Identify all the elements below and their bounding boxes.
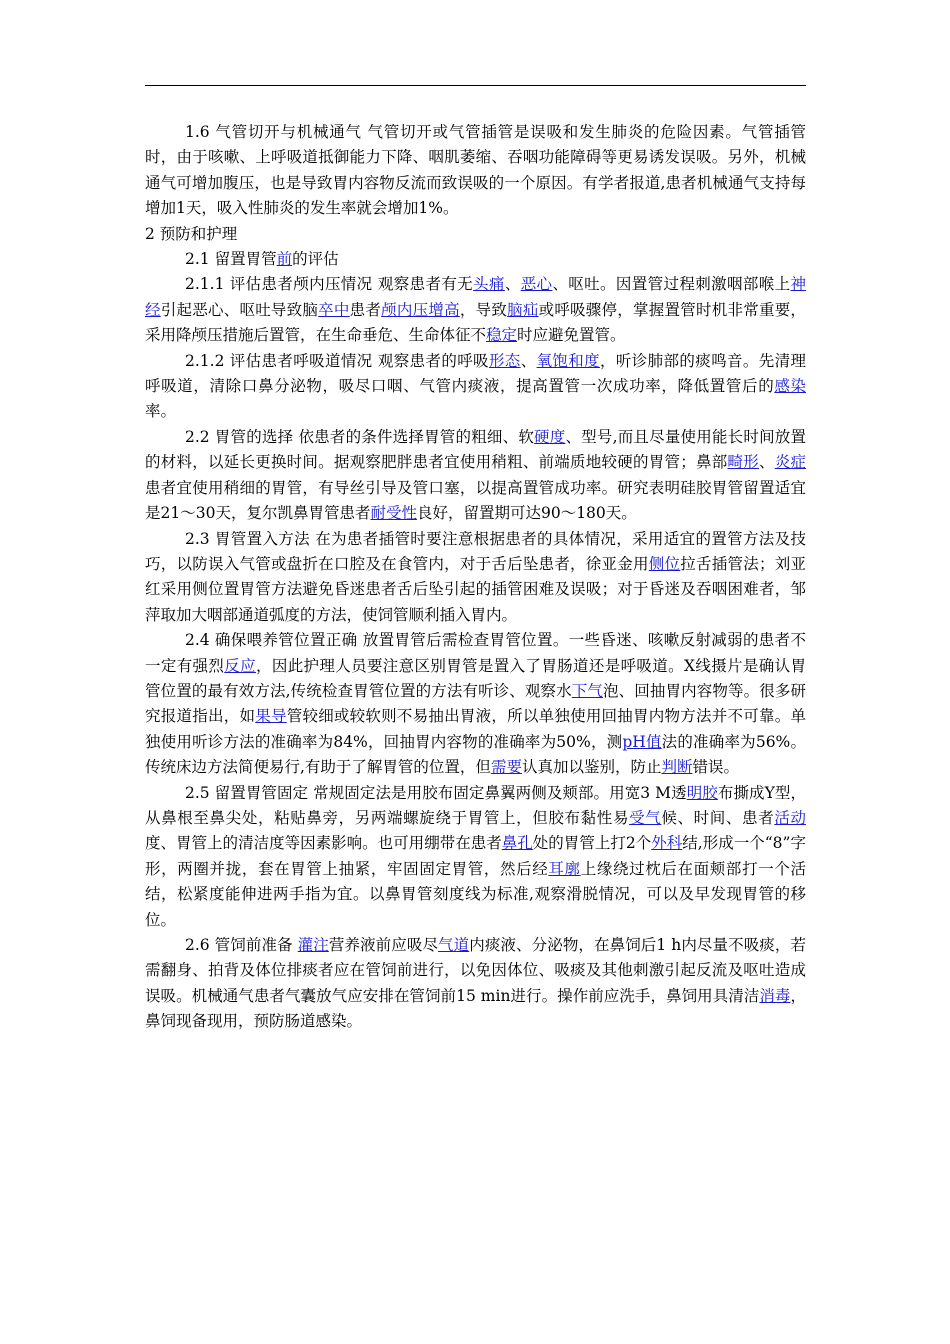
link[interactable]: 活动 xyxy=(774,808,806,827)
text: 的评估 xyxy=(292,250,339,269)
link[interactable]: 耳廓 xyxy=(548,859,581,878)
text: 、型号,而且尽量使用能长时间放置的材料，以延长更换时间。据观察肥胖患者宜使用稍粗、前端质地较硬的胃管；鼻部 xyxy=(145,427,806,472)
link[interactable]: 卒中 xyxy=(318,300,350,319)
link[interactable]: 恶心 xyxy=(520,275,553,294)
header-rule xyxy=(145,85,806,86)
text: 法的准确率为56%。传统床边方法简便易行,有助于了解胃管的位置，但 xyxy=(145,732,806,777)
paragraph-2-1-2 xyxy=(145,349,806,425)
link[interactable]: 氧饱和度 xyxy=(536,351,601,370)
text: 内痰液、分泌物，在鼻饲后1 h内尽量不吸痰，若需翻身、拍背及体位排痰者应在管饲前进行，以免因体位、吸痰及其他刺激引起反流及呕吐造成误吸。机械通气患者气囊放气应安排在管饲前15 min进行。操作前应洗手，鼻饲用具清洁 xyxy=(145,936,806,1005)
link[interactable]: 受气 xyxy=(629,808,662,827)
text: 2.4 确保喂养管位置正确 放置胃管后需检查胃管位置。一些昏迷、咳嗽反射减弱的患者不一定有强烈 xyxy=(145,631,806,675)
link[interactable]: 神经 xyxy=(145,275,806,319)
link[interactable]: 消毒 xyxy=(759,986,791,1005)
text: ，鼻饲现备现用，预防肠道感染。 xyxy=(145,986,806,1031)
link[interactable]: 稳定 xyxy=(486,326,518,345)
link[interactable]: 下气 xyxy=(571,681,604,700)
text: 、呕吐。因置管过程刺激咽部喉上 xyxy=(552,275,791,294)
text: 拉舌插管法；刘亚红采用侧位置胃管方法避免昏迷患者舌后坠引起的插管困难及误吸；对于昏迷及吞咽困难者，邹萍取加大咽部通道弧度的方法，使饲管顺利插入胃内。 xyxy=(145,554,806,624)
heading-2 xyxy=(145,222,806,247)
link[interactable]: 颅内压增高 xyxy=(381,300,460,319)
text: 、 xyxy=(520,351,537,370)
link[interactable]: 耐受性 xyxy=(370,504,417,523)
text: 2.5 留置胃管固定 常规固定法是用胶布固定鼻翼两侧及颊部。用宽3 M透 xyxy=(185,783,687,802)
link[interactable]: 果导 xyxy=(255,707,287,726)
section-heading: 2 预防和护理 xyxy=(145,224,238,243)
text: 2.1.2 评估患者呼吸道情况 观察患者的呼吸 xyxy=(185,351,489,370)
link[interactable]: 畸形 xyxy=(727,453,759,472)
link[interactable]: 外科 xyxy=(651,834,683,853)
text: 上缘绕过枕后在面颊部打一个活结，松紧度能伸进两手指为宜。以鼻胃管刻度线为标准,观察滑脱情况，可以及早发现胃管的移位。 xyxy=(145,859,806,929)
paragraph-2-3 xyxy=(145,527,806,629)
document-body xyxy=(145,120,806,1035)
text: 患者宜使用稍细的胃管，有导丝引导及管口塞，以提高置管成功率。研究表明硅胶胃管留置适宜是21～30天，复尔凯鼻胃管患者 xyxy=(145,478,806,523)
link[interactable]: 判断 xyxy=(661,758,693,777)
link[interactable]: 需要 xyxy=(490,758,522,777)
heading-2-1 xyxy=(145,247,806,272)
text: 错误。 xyxy=(692,758,739,777)
text: 2.2 胃管的选择 依患者的条件选择胃管的粗细、软 xyxy=(185,427,535,446)
link[interactable]: 鼻孔 xyxy=(501,834,533,853)
link[interactable]: 反应 xyxy=(224,656,256,675)
text: 良好，留置期可达90～180天。 xyxy=(416,504,637,523)
text: 管较细或较软则不易抽出胃液，所以单独使用回抽胃内物方法并不可靠。单独使用听诊方法的准确率为84%，回抽胃内容物的准确率为50%，测 xyxy=(145,707,806,751)
link[interactable]: 侧位 xyxy=(648,554,681,573)
link[interactable]: 硬度 xyxy=(534,427,566,446)
text: 2.1.1 评估患者颅内压情况 观察患者有无 xyxy=(185,275,474,294)
text: 泡、回抽胃内容物等。很多研究报道指出，如 xyxy=(145,681,806,726)
text: 处的胃管上打2个 xyxy=(532,834,652,853)
text: 布撕成Y型，从鼻根至鼻尖处，粘贴鼻旁，另两端螺旋绕于胃管上，但胶布黏性易 xyxy=(145,783,807,827)
text: 2.3 胃管置入方法 在为患者插管时要注意根据患者的具体情况，采用适宜的置管方法及技巧，以防误入气管或盘折在口腔及在食管内，对于舌后坠患者，徐亚金用 xyxy=(145,529,806,573)
link[interactable]: 炎症 xyxy=(774,453,806,472)
link[interactable]: 前 xyxy=(276,250,293,269)
text: 2.6 管饲前准备 xyxy=(185,936,298,954)
text: ，听诊肺部的痰鸣音。先清理呼吸道，清除口鼻分泌物，吸尽口咽、气管内痰液，提高置管一次成功率，降低置管后的 xyxy=(145,351,806,396)
text: 认真加以鉴别，防止 xyxy=(521,758,662,777)
text: 结,形成一个“8”字形，两圈并拢，套在胃管上抽紧，牢固固定胃管，然后经 xyxy=(145,834,806,878)
link[interactable]: 灌注 xyxy=(297,936,329,954)
paragraph-2-5 xyxy=(145,781,806,933)
link[interactable]: 气道 xyxy=(438,936,470,954)
link[interactable]: 形态 xyxy=(488,351,521,370)
link[interactable]: 脑疝 xyxy=(507,300,539,319)
link[interactable]: pH值 xyxy=(622,732,662,751)
text: 或呼吸骤停，掌握置管时机非常重要，采用降颅压措施后置管，在生命垂危、生命体征不 xyxy=(145,300,806,345)
paragraph-2-6 xyxy=(145,933,806,1035)
paragraph-2-2 xyxy=(145,425,806,527)
text: ，导致 xyxy=(459,300,508,319)
link[interactable]: 感染 xyxy=(774,377,806,396)
text: 候、时间、患者 xyxy=(661,808,775,827)
text: 度、胃管上的清洁度等因素影响。也可用绷带在患者 xyxy=(145,834,502,853)
paragraph-2-4 xyxy=(145,628,806,780)
text: 1.6 气管切开与机械通气 气管切开或气管插管是误吸和发生肺炎的危险因素。气管插管时，由于咳嗽、上呼吸道抵御能力下降、咽肌萎缩、吞咽功能障碍等更易诱发误吸。另外，机械通气可增加腹压，也是导致胃内容物反流而致误吸的一个原因。有学者报道,患者机械通气支持每增加1天，吸入性肺炎的发生率就会增加1%。 xyxy=(145,123,806,218)
text: 、 xyxy=(758,453,775,472)
text: 引起恶心、呕吐导致脑 xyxy=(160,300,319,319)
paragraph-1-6 xyxy=(145,120,806,222)
text: 患者 xyxy=(349,300,382,319)
link[interactable]: 头痛 xyxy=(473,275,505,294)
link[interactable]: 明胶 xyxy=(686,783,718,802)
text: ，因此护理人员要注意区别胃管是置入了胃肠道还是呼吸道。X线摄片是确认胃管位置的最有效方法,传统检查胃管位置的方法有听诊、观察水 xyxy=(145,656,806,700)
text: 率。 xyxy=(145,402,177,421)
paragraph-2-1-1 xyxy=(145,272,806,348)
text: 营养液前应吸尽 xyxy=(328,936,439,954)
text: 时应避免置管。 xyxy=(517,326,626,345)
text: 2.1 留置胃管 xyxy=(185,250,277,269)
text: 、 xyxy=(504,275,521,294)
